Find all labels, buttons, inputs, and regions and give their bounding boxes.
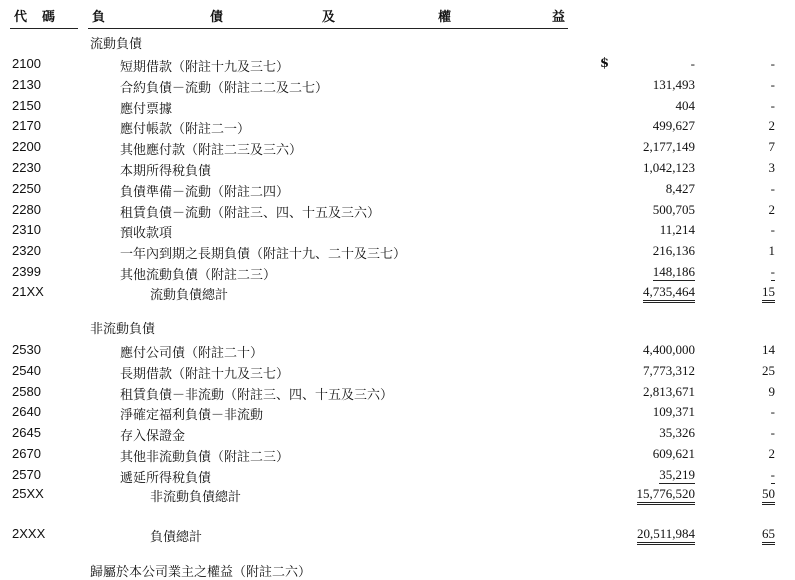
row-pct: 65 (762, 526, 775, 545)
noncurrent-section-title: 非流動負債 (90, 322, 156, 337)
row-code: 2540 (12, 362, 41, 378)
row-desc: 非流動負債總計 (150, 490, 242, 505)
table-row (0, 117, 795, 137)
row-amount: 35,219 (659, 466, 695, 482)
code-column-header: 代 碼 (14, 10, 57, 25)
row-code: 2250 (12, 180, 41, 196)
row-currency: $ (600, 56, 610, 71)
row-code: 25XX (12, 486, 44, 501)
row-code: 2230 (12, 160, 41, 175)
current-total-row (0, 283, 795, 303)
table-row (0, 466, 795, 486)
row-pct: 2 (768, 118, 775, 134)
row-amount: 4,400,000 (643, 342, 695, 357)
row-code: 2320 (12, 243, 41, 259)
row-amount: 216,136 (652, 243, 695, 259)
row-pct: - (770, 97, 775, 113)
row-desc: 其他流動負債（附註二三） (120, 268, 277, 283)
table-row (0, 55, 795, 75)
row-amount: 131,493 (652, 76, 695, 92)
row-pct: - (770, 56, 775, 71)
row-desc: 其他非流動負債（附註二三） (120, 450, 290, 465)
row-amount: 2,177,149 (643, 139, 695, 155)
row-code: 2530 (12, 342, 41, 357)
row-code: 2670 (12, 446, 41, 461)
row-desc: 遞延所得稅負債 (120, 470, 212, 486)
row-pct: - (770, 76, 775, 92)
row-desc: 長期借款（附註十九及三七） (120, 366, 290, 382)
row-pct: 25 (762, 362, 775, 378)
current-section-title: 流動負債 (90, 37, 143, 52)
table-row (0, 97, 795, 117)
row-code: 2200 (12, 139, 41, 155)
row-amount: 499,627 (652, 118, 695, 134)
row-desc: 短期借款（附註十九及三七） (120, 60, 290, 75)
row-desc: 其他應付款（附註二三及三六） (120, 143, 303, 159)
table-row (0, 138, 795, 158)
footer-partial-text: 歸屬於本公司業主之權益（附註二六） (90, 565, 312, 580)
row-code: 2399 (12, 264, 41, 279)
row-code: 21XX (12, 284, 44, 299)
row-desc: 租賃負債－非流動（附註三、四、十五及三六） (120, 387, 394, 403)
noncurrent-total-row (0, 485, 795, 505)
row-pct: 3 (768, 160, 775, 175)
header-char-5: 益 (552, 10, 567, 25)
row-amount: 15,776,520 (637, 486, 696, 505)
table-header (0, 0, 795, 32)
row-amount: 109,371 (652, 404, 695, 420)
table-row (0, 159, 795, 179)
table-row (0, 242, 795, 262)
table-row (0, 201, 795, 221)
row-code: 2580 (12, 383, 41, 399)
row-desc: 負債總計 (150, 530, 203, 545)
row-code: 2170 (12, 118, 41, 134)
header-char-1: 負 (92, 10, 107, 25)
row-code: 2280 (12, 201, 41, 217)
row-amount: 500,705 (652, 201, 695, 217)
row-amount: 8,427 (665, 180, 695, 196)
table-row (0, 221, 795, 241)
row-desc: 流動負債總計 (150, 288, 229, 303)
row-desc: 淨確定福利負債－非流動 (120, 408, 264, 424)
row-code: 2645 (12, 425, 41, 441)
row-desc: 存入保證金 (120, 429, 186, 445)
row-desc: 負債準備－流動（附註二四） (120, 184, 290, 200)
row-desc: 本期所得稅負債 (120, 164, 212, 179)
table-row (0, 76, 795, 96)
header-char-2: 債 (210, 10, 225, 25)
table-row (0, 424, 795, 444)
row-amount: 35,326 (659, 425, 695, 441)
row-pct: 1 (768, 243, 775, 259)
row-desc: 預收款項 (120, 226, 173, 242)
row-pct: 9 (768, 383, 775, 399)
row-pct: - (770, 264, 775, 279)
table-row (0, 362, 795, 382)
row-pct: 14 (762, 342, 775, 357)
row-desc: 應付帳款（附註二一） (120, 122, 251, 138)
row-pct: - (770, 404, 775, 420)
row-amount: 4,735,464 (643, 284, 695, 303)
row-code: 2XXX (12, 526, 46, 541)
row-amount: 2,813,671 (643, 383, 695, 399)
row-pct: 7 (768, 139, 775, 155)
row-pct: 2 (768, 201, 775, 217)
row-amount: 11,214 (659, 222, 695, 238)
row-pct: 2 (768, 446, 775, 461)
row-pct: - (770, 466, 775, 482)
row-pct: 50 (762, 486, 775, 505)
row-amount: 609,621 (652, 446, 695, 461)
table-row (0, 180, 795, 200)
desc-header-rule (88, 28, 568, 29)
row-code: 2130 (12, 76, 41, 92)
table-row (0, 341, 795, 361)
row-code: 2570 (12, 466, 41, 482)
grand-total-row (0, 525, 795, 545)
row-code: 2100 (12, 56, 41, 71)
row-amount: - (690, 56, 695, 71)
row-desc: 租賃負債－流動（附註三、四、十五及三六） (120, 205, 381, 221)
row-pct: - (770, 425, 775, 441)
row-code: 2150 (12, 97, 41, 113)
row-code: 2640 (12, 404, 41, 420)
row-desc: 應付票據 (120, 101, 173, 117)
code-header-rule (10, 28, 78, 29)
row-desc: 一年內到期之長期負債（附註十九、二十及三七） (120, 247, 407, 263)
table-row (0, 383, 795, 403)
header-char-3: 及 (322, 10, 337, 25)
row-pct: 15 (762, 284, 775, 303)
table-row (0, 403, 795, 423)
row-amount: 20,511,984 (637, 526, 695, 545)
row-desc: 應付公司債（附註二十） (120, 346, 264, 361)
row-amount: 7,773,312 (643, 362, 695, 378)
row-amount: 404 (675, 97, 695, 113)
row-amount: 1,042,123 (643, 160, 695, 175)
row-amount: 148,186 (652, 264, 695, 279)
header-char-4: 權 (438, 10, 453, 25)
table-row (0, 445, 795, 465)
row-desc: 合約負債－流動（附註二二及二七） (120, 80, 329, 96)
table-row (0, 263, 795, 283)
row-code: 2310 (12, 222, 41, 238)
row-pct: - (770, 222, 775, 238)
row-pct: - (770, 180, 775, 196)
